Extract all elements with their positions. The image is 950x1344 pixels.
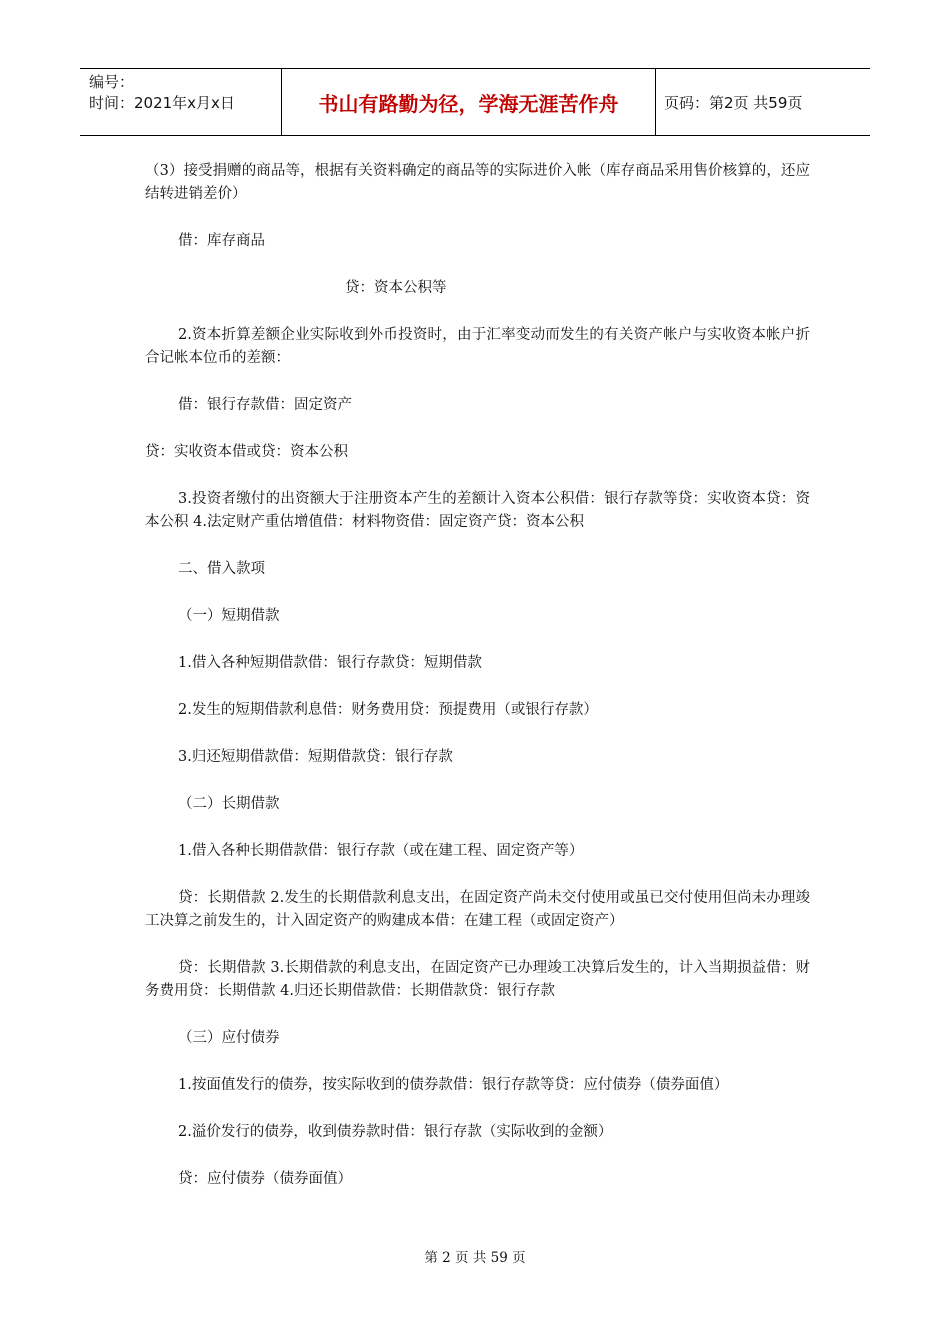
paragraph: 贷：长期借款 2.发生的长期借款利息支出，在固定资产尚未交付使用或虽已交付使用但尚未办理竣工决算之前发生的，计入固定资产的购建成本借：在建工程（或固定资产） — [145, 890, 810, 929]
paragraph: 贷：实收资本借或贷：资本公积 — [145, 444, 348, 460]
document-number-label: 编号： — [89, 73, 135, 91]
page-header — [80, 68, 870, 136]
paragraph: 1.按面值发行的债券，按实际收到的债券款借：银行存款等贷：应付债券（债券面值） — [178, 1077, 729, 1093]
paragraph: 借：银行存款借：固定资产 — [178, 397, 352, 413]
paragraph: 贷：长期借款 3.长期借款的利息支出，在固定资产已办理竣工决算后发生的，计入当期损益借：财务费用贷：长期借款 4.归还长期借款借：长期借款贷：银行存款 — [145, 960, 810, 999]
paragraph: 借：库存商品 — [178, 233, 265, 249]
paragraph: 贷：应付债券（债券面值） — [178, 1171, 352, 1187]
paragraph: （3）接受捐赠的商品等，根据有关资料确定的商品等的实际进价入帐（库存商品采用售价核算的，还应结转进销差价） — [145, 163, 810, 202]
paragraph: 1.借入各种长期借款借：银行存款（或在建工程、固定资产等） — [178, 843, 584, 859]
header-info-cell — [80, 69, 282, 135]
subsection-heading: （一）短期借款 — [178, 608, 280, 624]
page-footer: 第 2 页 共 59 页 — [424, 1250, 526, 1266]
subsection-heading: （三）应付债券 — [178, 1030, 280, 1046]
header-motto: 书山有路勤为径，学海无涯苦作舟 — [282, 69, 656, 135]
header-page-info: 页码：第2页 共59页 — [664, 93, 803, 112]
paragraph: 2.资本折算差额企业实际收到外币投资时，由于汇率变动而发生的有关资产帐户与实收资本帐户折合记帐本位币的差额： — [145, 327, 810, 366]
paragraph: 3.归还短期借款借：短期借款贷：银行存款 — [178, 749, 453, 765]
paragraph: 1.借入各种短期借款借：银行存款贷：短期借款 — [178, 655, 482, 671]
paragraph: 2.发生的短期借款利息借：财务费用贷：预提费用（或银行存款） — [178, 702, 598, 718]
paragraph: 3.投资者缴付的出资额大于注册资本产生的差额计入资本公积借：银行存款等贷：实收资本贷：资本公积 4.法定财产重估增值借：材料物资借：固定资产贷：资本公积 — [145, 491, 810, 530]
document-body — [145, 160, 810, 1191]
document-time-label: 时间：2021年x月x日 — [89, 94, 235, 112]
subsection-heading: （二）长期借款 — [178, 796, 280, 812]
paragraph: 贷：资本公积等 — [345, 280, 447, 296]
paragraph: 2.溢价发行的债券，收到债券款时借：银行存款（实际收到的金额） — [178, 1124, 613, 1140]
section-heading: 二、借入款项 — [178, 561, 265, 577]
